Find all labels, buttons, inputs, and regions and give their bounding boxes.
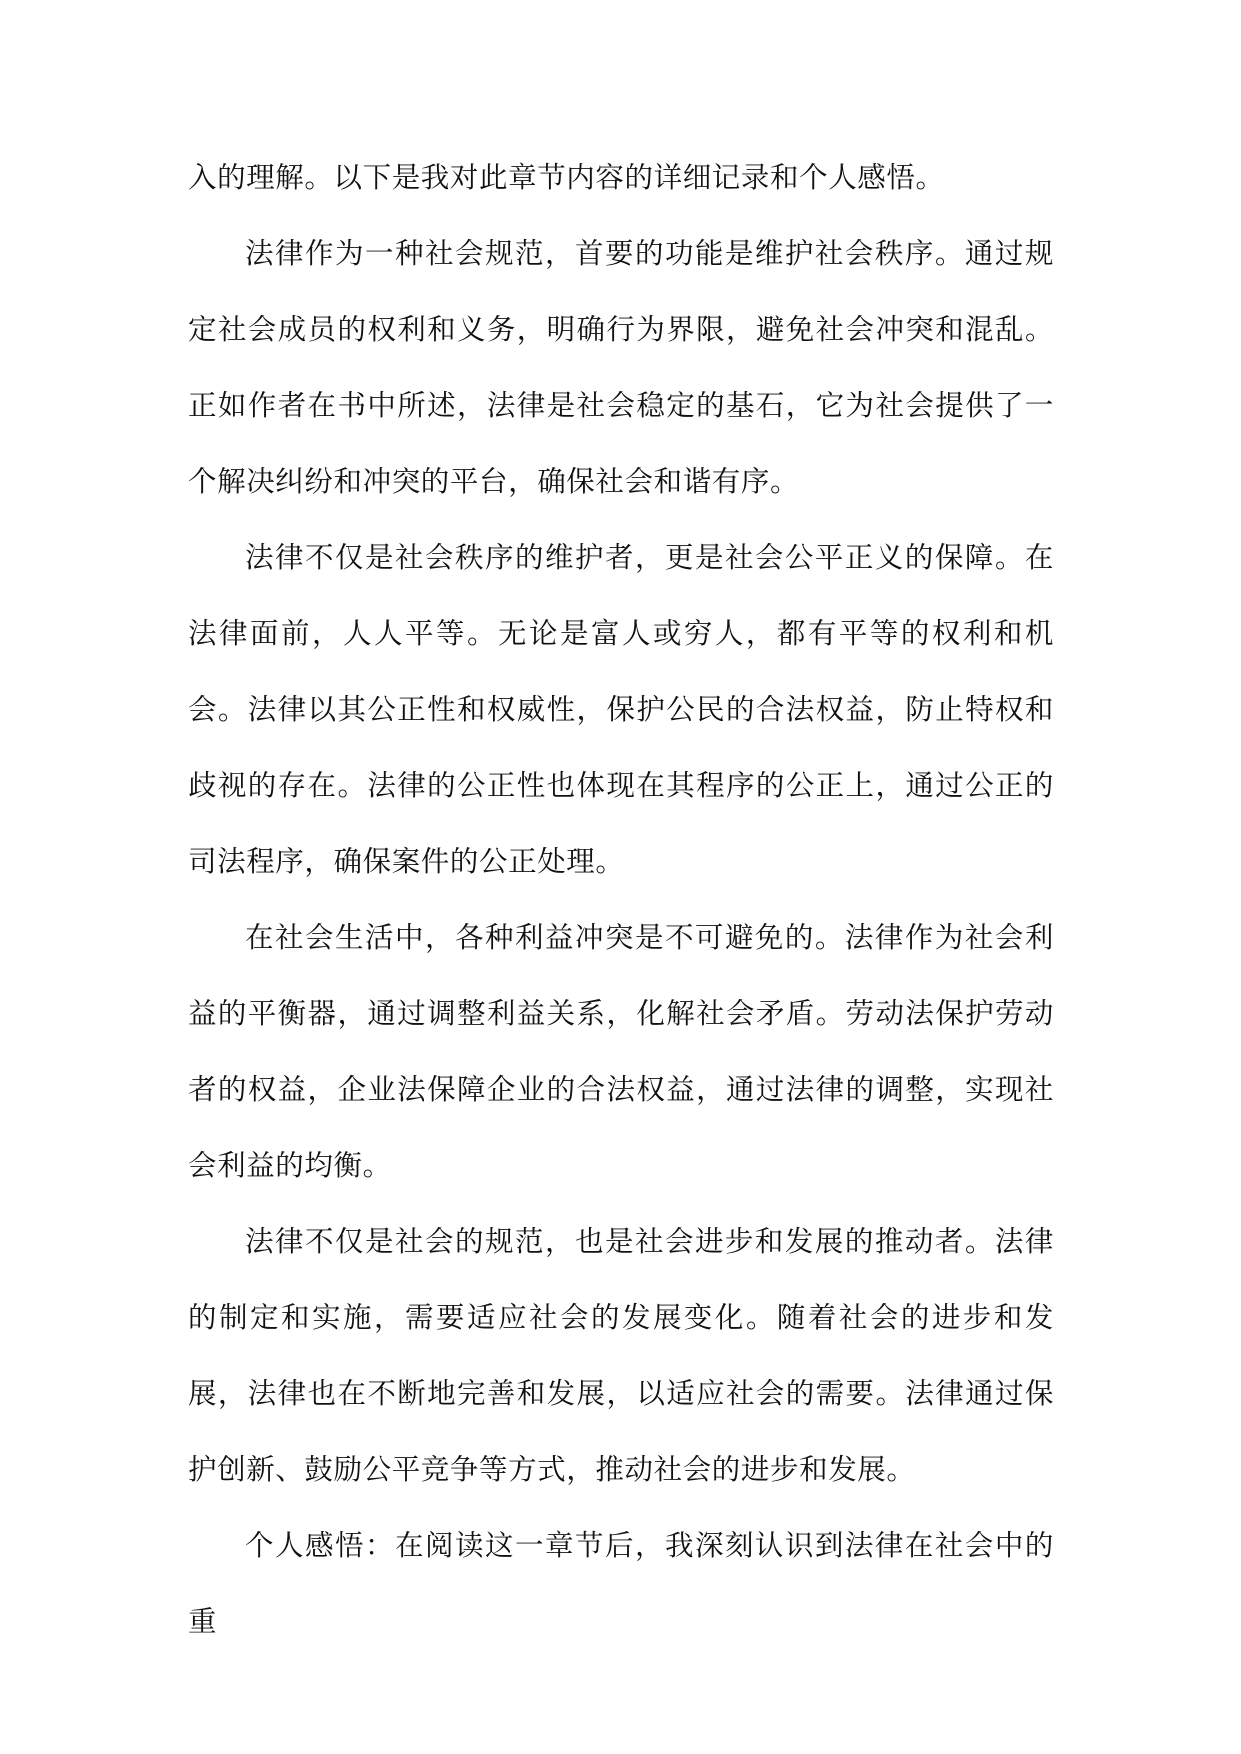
paragraph-social-progress: 法律不仅是社会的规范，也是社会进步和发展的推动者。法律的制定和实施，需要适应社会的发展变化。随着社会的进步和发展，法律也在不断地完善和发展，以适应社会的需要。法律通过保护创新、鼓励公平竞争等方式，推动社会的进步和发展。 [188,1225,1054,1486]
paragraph-social-order: 法律作为一种社会规范，首要的功能是维护社会秩序。通过规定社会成员的权利和义务，明确行为界限，避免社会冲突和混乱。正如作者在书中所述，法律是社会稳定的基石，它为社会提供了一个解决纠纷和冲突的平台，确保社会和谐有序。 [188,237,1054,498]
paragraph-continuation: 入的理解。以下是我对此章节内容的详细记录和个人感悟。 [188,161,945,194]
paragraph-interest-balance: 在社会生活中，各种利益冲突是不可避免的。法律作为社会利益的平衡器，通过调整利益关系，化解社会矛盾。劳动法保护劳动者的权益，企业法保障企业的合法权益，通过法律的调整，实现社会利益的均衡。 [188,921,1054,1182]
document-body [188,140,1054,1660]
paragraph-fairness-justice: 法律不仅是社会秩序的维护者，更是社会公平正义的保障。在法律面前，人人平等。无论是富人或穷人，都有平等的权利和机会。法律以其公正性和权威性，保护公民的合法权益，防止特权和歧视的存在。法律的公正性也体现在其程序的公正上，通过公正的司法程序，确保案件的公正处理。 [188,541,1054,878]
paragraph-personal-reflection: 个人感悟：在阅读这一章节后，我深刻认识到法律在社会中的重 [188,1529,1054,1638]
